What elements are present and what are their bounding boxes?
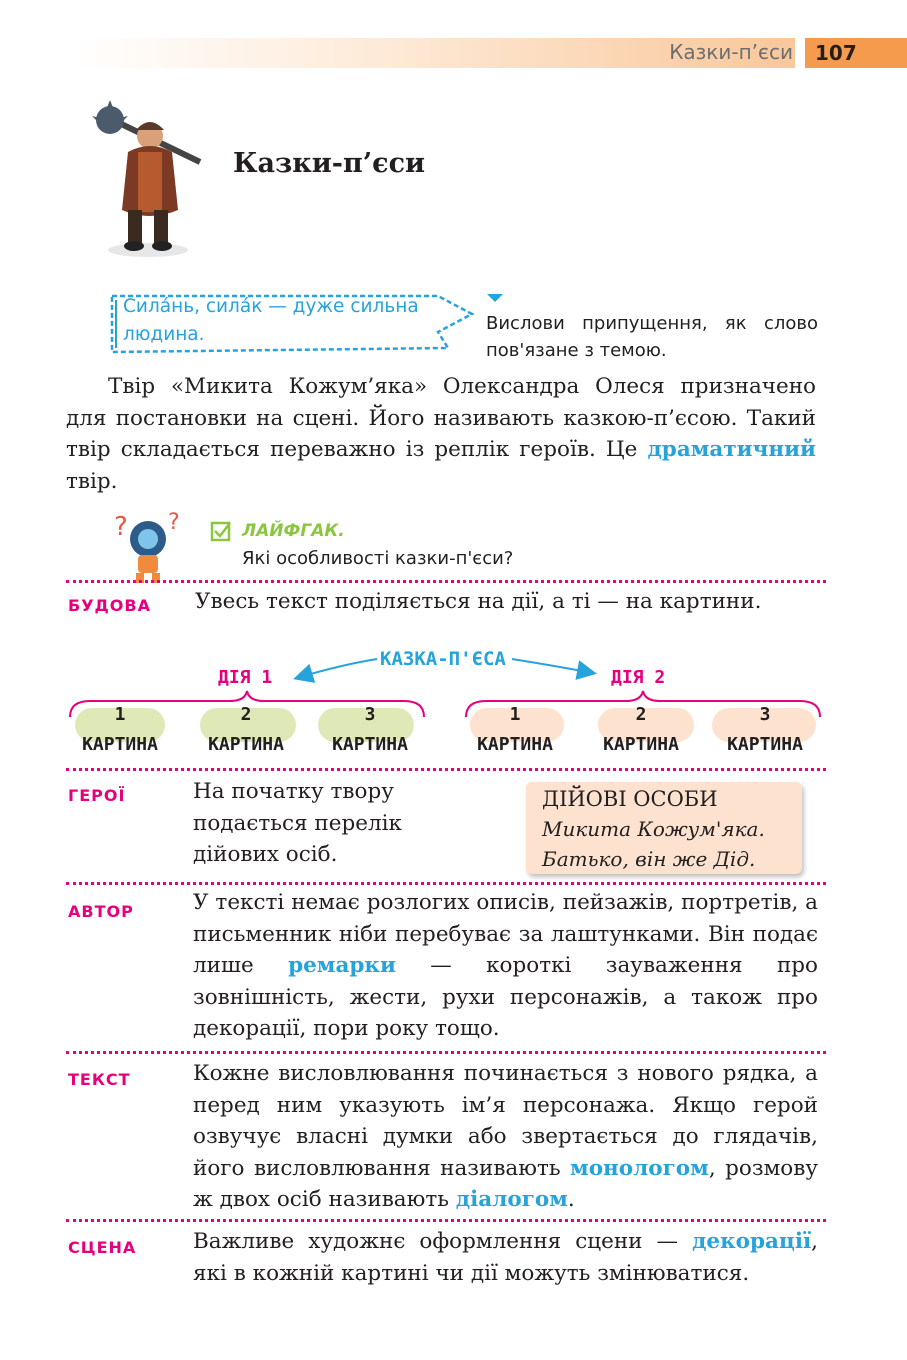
section-divider bbox=[66, 1219, 826, 1222]
structure-text: Увесь текст поділяється на дії, а ті — на картини. bbox=[195, 589, 762, 614]
act2-scene1 bbox=[456, 700, 574, 760]
cast-line-1: Микита Кожум'яка. bbox=[542, 817, 765, 841]
heroes-text: На початку твору подається перелік дійових осіб. bbox=[193, 779, 402, 867]
section-divider bbox=[66, 580, 826, 583]
act1-scene1 bbox=[61, 700, 179, 760]
section-divider bbox=[66, 768, 826, 771]
scene-word: КАРТИНА bbox=[603, 734, 679, 755]
label-scene: СЦЕНА bbox=[68, 1238, 137, 1257]
intro-text-1: Твір «Микита Кожум’яка» Олександра Олеся призначено для постановки на сцені. Його називають казкою-п’єсою. Такий твір складається переважно із реплік героїв. Це bbox=[66, 374, 816, 462]
act2-scene2 bbox=[582, 700, 700, 760]
scene-number: 2 bbox=[240, 704, 252, 725]
callout-text: Сила́нь, сила́к — дуже сильна людина. bbox=[123, 296, 419, 345]
diagram-root: КАЗКА-П'ЄСА bbox=[380, 648, 506, 670]
robot-mascot-illustration bbox=[108, 505, 188, 585]
section-divider bbox=[66, 1051, 826, 1054]
lifehack-question: Які особливості казки-п'єси? bbox=[242, 548, 514, 569]
scene-word: КАРТИНА bbox=[208, 734, 284, 755]
checkbox-icon bbox=[210, 521, 232, 543]
triangle-marker-icon bbox=[487, 294, 505, 306]
label-heroes: ГЕРОЇ bbox=[68, 786, 126, 805]
intro-text-2: твір. bbox=[66, 468, 118, 494]
scene-word: КАРТИНА bbox=[82, 734, 158, 755]
scene-text-1: Важливе художнє оформлення сцени — bbox=[193, 1229, 693, 1254]
act1-scene3 bbox=[311, 700, 429, 760]
term-monologue: монологом bbox=[570, 1155, 709, 1181]
text-section-3: . bbox=[567, 1187, 575, 1212]
scene-word: КАРТИНА bbox=[332, 734, 408, 755]
text-section-1: Кожне висловлювання починається з нового рядка, а перед ним указують ім’я персонажа. Якщо герой озвучує власні думки або звертається до глядачів, його висловлювання називають bbox=[193, 1061, 818, 1181]
cast-card bbox=[526, 782, 802, 874]
intro-paragraph bbox=[66, 371, 816, 497]
scene-number: 2 bbox=[635, 704, 647, 725]
page-title: Казки-п’єси bbox=[233, 148, 426, 179]
scene-word: КАРТИНА bbox=[477, 734, 553, 755]
scene-word: КАРТИНА bbox=[727, 734, 803, 755]
svg-text:?: ? bbox=[114, 512, 128, 542]
term-decorations: декорації bbox=[692, 1229, 812, 1254]
page-number: 107 bbox=[805, 38, 907, 68]
scene-number: 1 bbox=[509, 704, 521, 725]
act-1-label: ДІЯ 1 bbox=[218, 667, 273, 688]
header-section-title: Казки-п’єси bbox=[669, 40, 793, 64]
prompt-text: Вислови припущення, як слово пов'язане з темою. bbox=[486, 313, 818, 361]
author-text-1: У тексті немає розлогих описів, пейзажів, портретів, а письменник ніби перебуває за лаштунками. Він подає лише bbox=[193, 890, 818, 978]
scene-text bbox=[193, 1226, 818, 1289]
scene-number: 3 bbox=[759, 704, 771, 725]
term-dialogue: діалогом bbox=[455, 1187, 568, 1212]
author-text bbox=[193, 887, 818, 1045]
author-text-2: — короткі зауваження про зовнішність, жести, рухи персонажів, а також про декорації, пори року тощо. bbox=[193, 953, 818, 1041]
scene-text-2: , які в кожній картині чи дії можуть змінюватися. bbox=[193, 1229, 818, 1286]
act-2-label: ДІЯ 2 bbox=[611, 667, 666, 688]
label-text: ТЕКСТ bbox=[68, 1070, 131, 1089]
section-divider bbox=[66, 882, 826, 885]
term-dramatic: драматичний bbox=[647, 437, 816, 462]
text-section-2: , розмову ж двох осіб називають bbox=[193, 1155, 818, 1212]
scene-number: 3 bbox=[364, 704, 376, 725]
cast-card-heading: ДІЙОВІ ОСОБИ bbox=[542, 787, 718, 811]
act2-scene3 bbox=[706, 700, 824, 760]
cast-line-2: Батько, він же Дід. bbox=[542, 847, 756, 871]
term-remarks: ремарки bbox=[288, 953, 396, 978]
act1-scene2 bbox=[187, 700, 305, 760]
lifehack-label: ЛАЙФГАК. bbox=[242, 521, 345, 541]
scene-number: 1 bbox=[114, 704, 126, 725]
svg-text:?: ? bbox=[168, 510, 180, 535]
kozhumyaka-illustration bbox=[88, 100, 206, 260]
label-author: АВТОР bbox=[68, 902, 134, 921]
text-section-text bbox=[193, 1058, 818, 1216]
label-structure: БУДОВА bbox=[68, 596, 151, 615]
